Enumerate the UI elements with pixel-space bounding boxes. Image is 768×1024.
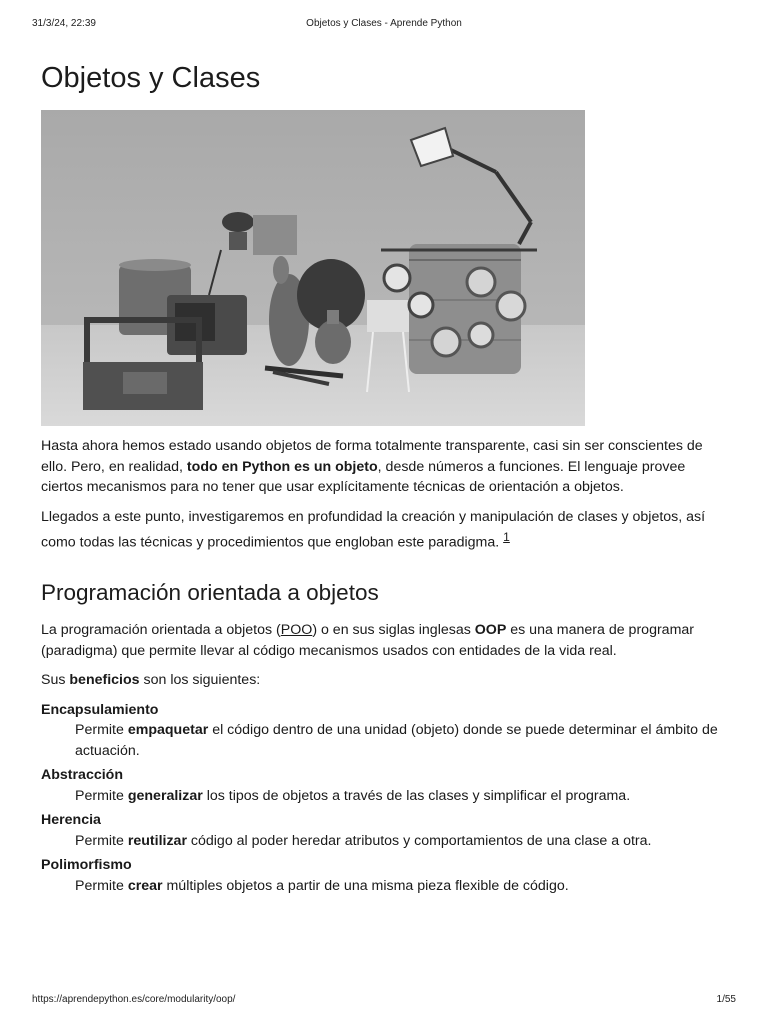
hero-image [41, 110, 585, 426]
article [41, 58, 729, 896]
page-title: Objetos y Clases [41, 62, 261, 94]
print-page-title: Objetos y Clases - Aprende Python [306, 18, 462, 29]
oop-text: OOP [474, 622, 507, 639]
print-footer [32, 994, 736, 1008]
poo-link[interactable]: POO [280, 622, 313, 639]
benefit-description: Permite crear múltiples objetos a partir de una misma pieza flexible de código. [75, 877, 569, 894]
benefit-description: Permite generalizar los tipos de objetos a través de las clases y simplificar el programa. [75, 787, 631, 804]
benefit-term-inheritance: Herencia [41, 812, 101, 829]
section-heading: Programación orientada a objetos [41, 580, 379, 606]
intro-paragraph-2: Llegados a este punto, investigaremos en profundidad la creación y manipulación de clases y objetos, así como todas las técnicas y procedimientos que engloban este paradigma. $^1$ [41, 508, 706, 551]
section-paragraph-2: Sus beneficios son los siguientes: [41, 672, 261, 689]
benefit-description: Permite reutilizar código al poder heredar atributos y comportamientos de una clase a otra. [75, 832, 652, 849]
benefits-list [41, 700, 729, 897]
benefit-description: Permite empaquetar el código dentro de una unidad (objeto) donde se puede determinar el ámbito de actuación. [75, 722, 718, 759]
benefits-text: beneficios [69, 672, 140, 689]
emphasis-text: todo en Python es un objeto [186, 458, 378, 475]
benefit-term-encapsulation: Encapsulamiento [41, 701, 159, 718]
benefit-term-polymorphism: Polimorfismo [41, 857, 132, 874]
intro-paragraph-1: Hasta ahora hemos estado usando objetos de forma totalmente transparente, casi sin ser conscientes de ello. Pero, en realidad, todo en Python es un objeto, desde números a funciones. El lenguaje provee ciertos mecanismos para no tener que usar explícitamente técnicas de orientación a objetos. [41, 438, 703, 495]
section-paragraph-1: La programación orientada a objetos (POO) o en sus siglas inglesas OOP es una manera de programar (paradigma) que permite llevar al código mecanismos usados con entidades de la vida real. [41, 622, 695, 659]
print-timestamp: 31/3/24, 22:39 [32, 18, 96, 29]
print-header [32, 18, 736, 32]
benefit-term-abstraction: Abstracción [41, 767, 123, 784]
footnote-link[interactable]: 1 [503, 530, 510, 544]
page-number: 1/55 [716, 994, 736, 1005]
print-url: https://aprendepython.es/core/modularity/oop/ [32, 994, 236, 1005]
